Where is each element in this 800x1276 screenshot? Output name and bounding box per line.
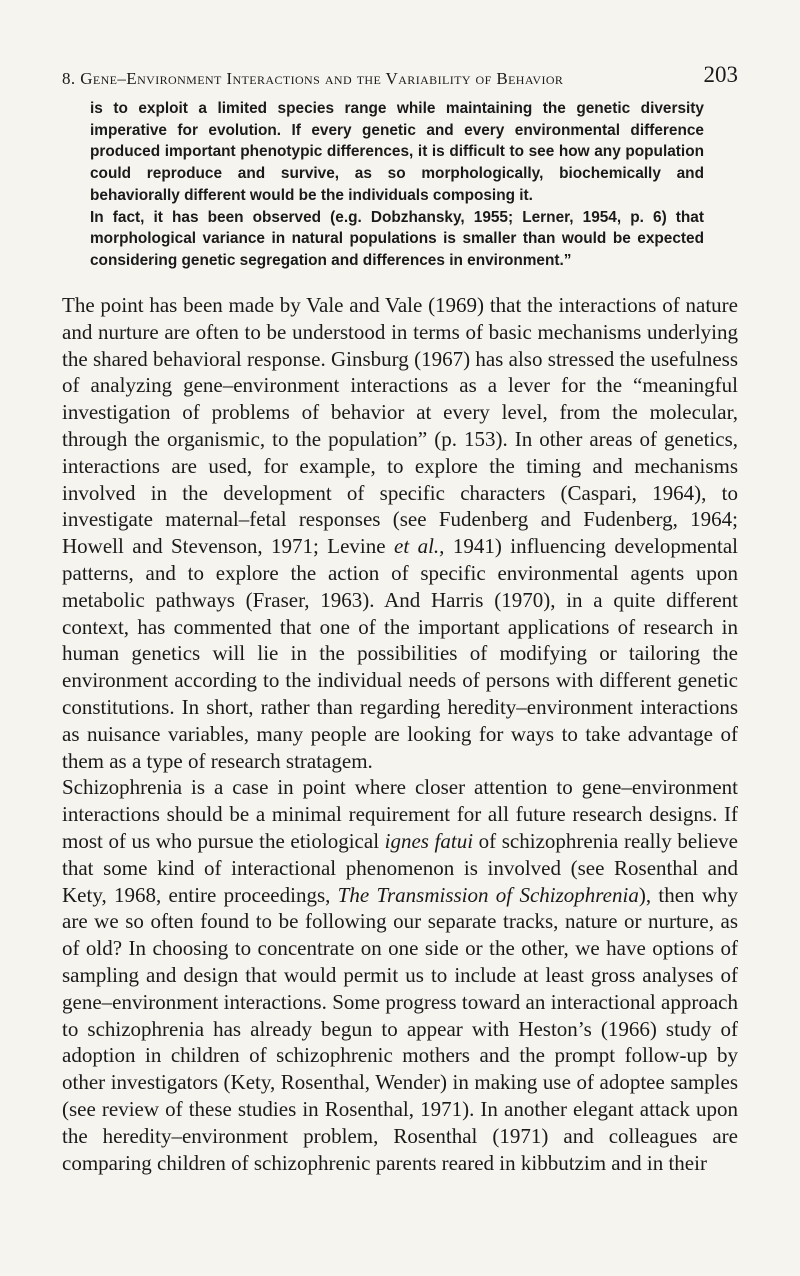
quote-paragraph-1: is to exploit a limited species range while maintaining the genetic diversity imperative for evolution. If every genetic and every environmental difference produced important phenotypic differences, it is difficult to see how any population could reproduce and survive, as so morphologically, biochemically and behaviorally different would be the individuals composing it. (90, 100, 704, 204)
running-head (62, 62, 738, 94)
body-paragraph-2 (62, 774, 738, 1176)
body-paragraph-1-text-b: 1941) influencing developmental patterns, and to explore the action of specific environmental agents upon metabolic pathways (Fraser, 1963). And Harris (1970), in a quite different context, has commented that one of the important applications of research in human genetics will lie in the possibilities of modifying or tailoring the environment according to the individual needs of persons with different genetic constitutions. In short, rather than regarding heredity–environment interactions as nuisance variables, many people are looking for ways to take advantage of them as a type of research stratagem. (62, 534, 738, 773)
body-paragraph-1-italic: et al., (394, 534, 445, 559)
block-quote (90, 98, 704, 272)
body-text (62, 292, 738, 1176)
body-paragraph-2-italic-1: ignes fatui (384, 828, 474, 853)
chapter-title: 8. Gene–Environment Interactions and the Variability of Behavior (62, 69, 564, 88)
body-paragraph-2-text-c: ), then why are we so often found to be following our separate tracks, nature or nurture, as of old? In choosing to concentrate on one side or the other, we have options of sampling and design that would permit us to include at least gross analyses of gene–environment interactions. Some progress toward an interactional approach to schizophrenia has already begun to appear with Heston’s (1966) study of adoption in children of schizophrenic mothers and the prompt follow-up by other investigators (Kety, Rosenthal, Wender) in making use of adoptee samples (see review of these studies in Rosenthal, 1971). In another elegant attack upon the heredity–environment problem, Rosenthal (1971) and colleagues are comparing children of schizophrenic parents reared in kibbutzim and in their (62, 882, 738, 1175)
body-paragraph-2-text-a: Schizophrenia is a case in point where closer attention to gene–environment interactions should be a minimal requirement for all future research designs. If most of us who pursue the etiological (62, 775, 738, 853)
quote-paragraph-2: In fact, it has been observed (e.g. Dobzhansky, 1955; Lerner, 1954, p. 6) that morphological variance in natural populations is smaller than would be expected considering genetic segregation and differences in environment.” (90, 208, 704, 269)
body-paragraph-1-text-a: The point has been made by Vale and Vale (1969) that the interactions of nature and nurture are often to be understood in terms of basic mechanisms underlying the shared behavioral response. Ginsburg (1967) has also stressed the usefulness of analyzing gene–environment interactions as a lever for the “meaningful investigation of problems of behavior at every level, from the molecular, through the organismic, to the population” (p. 153). In other areas of genetics, interactions are used, for example, to explore the timing and mechanisms involved in the development of specific characters (Caspari, 1964), to investigate maternal–fetal responses (see Fudenberg and Fudenberg, 1964; Howell and Stevenson, 1971; Levine (62, 293, 738, 559)
body-paragraph-2-text-b: of schizophrenia really believe that some kind of interactional phenomenon is involved (see Rosenthal and Kety, 1968, entire proceedings, (62, 828, 738, 907)
body-paragraph-2-italic-2: The Transmission of Schizophrenia (337, 882, 639, 907)
page-number: 203 (703, 62, 738, 87)
body-paragraph-1 (62, 292, 738, 774)
